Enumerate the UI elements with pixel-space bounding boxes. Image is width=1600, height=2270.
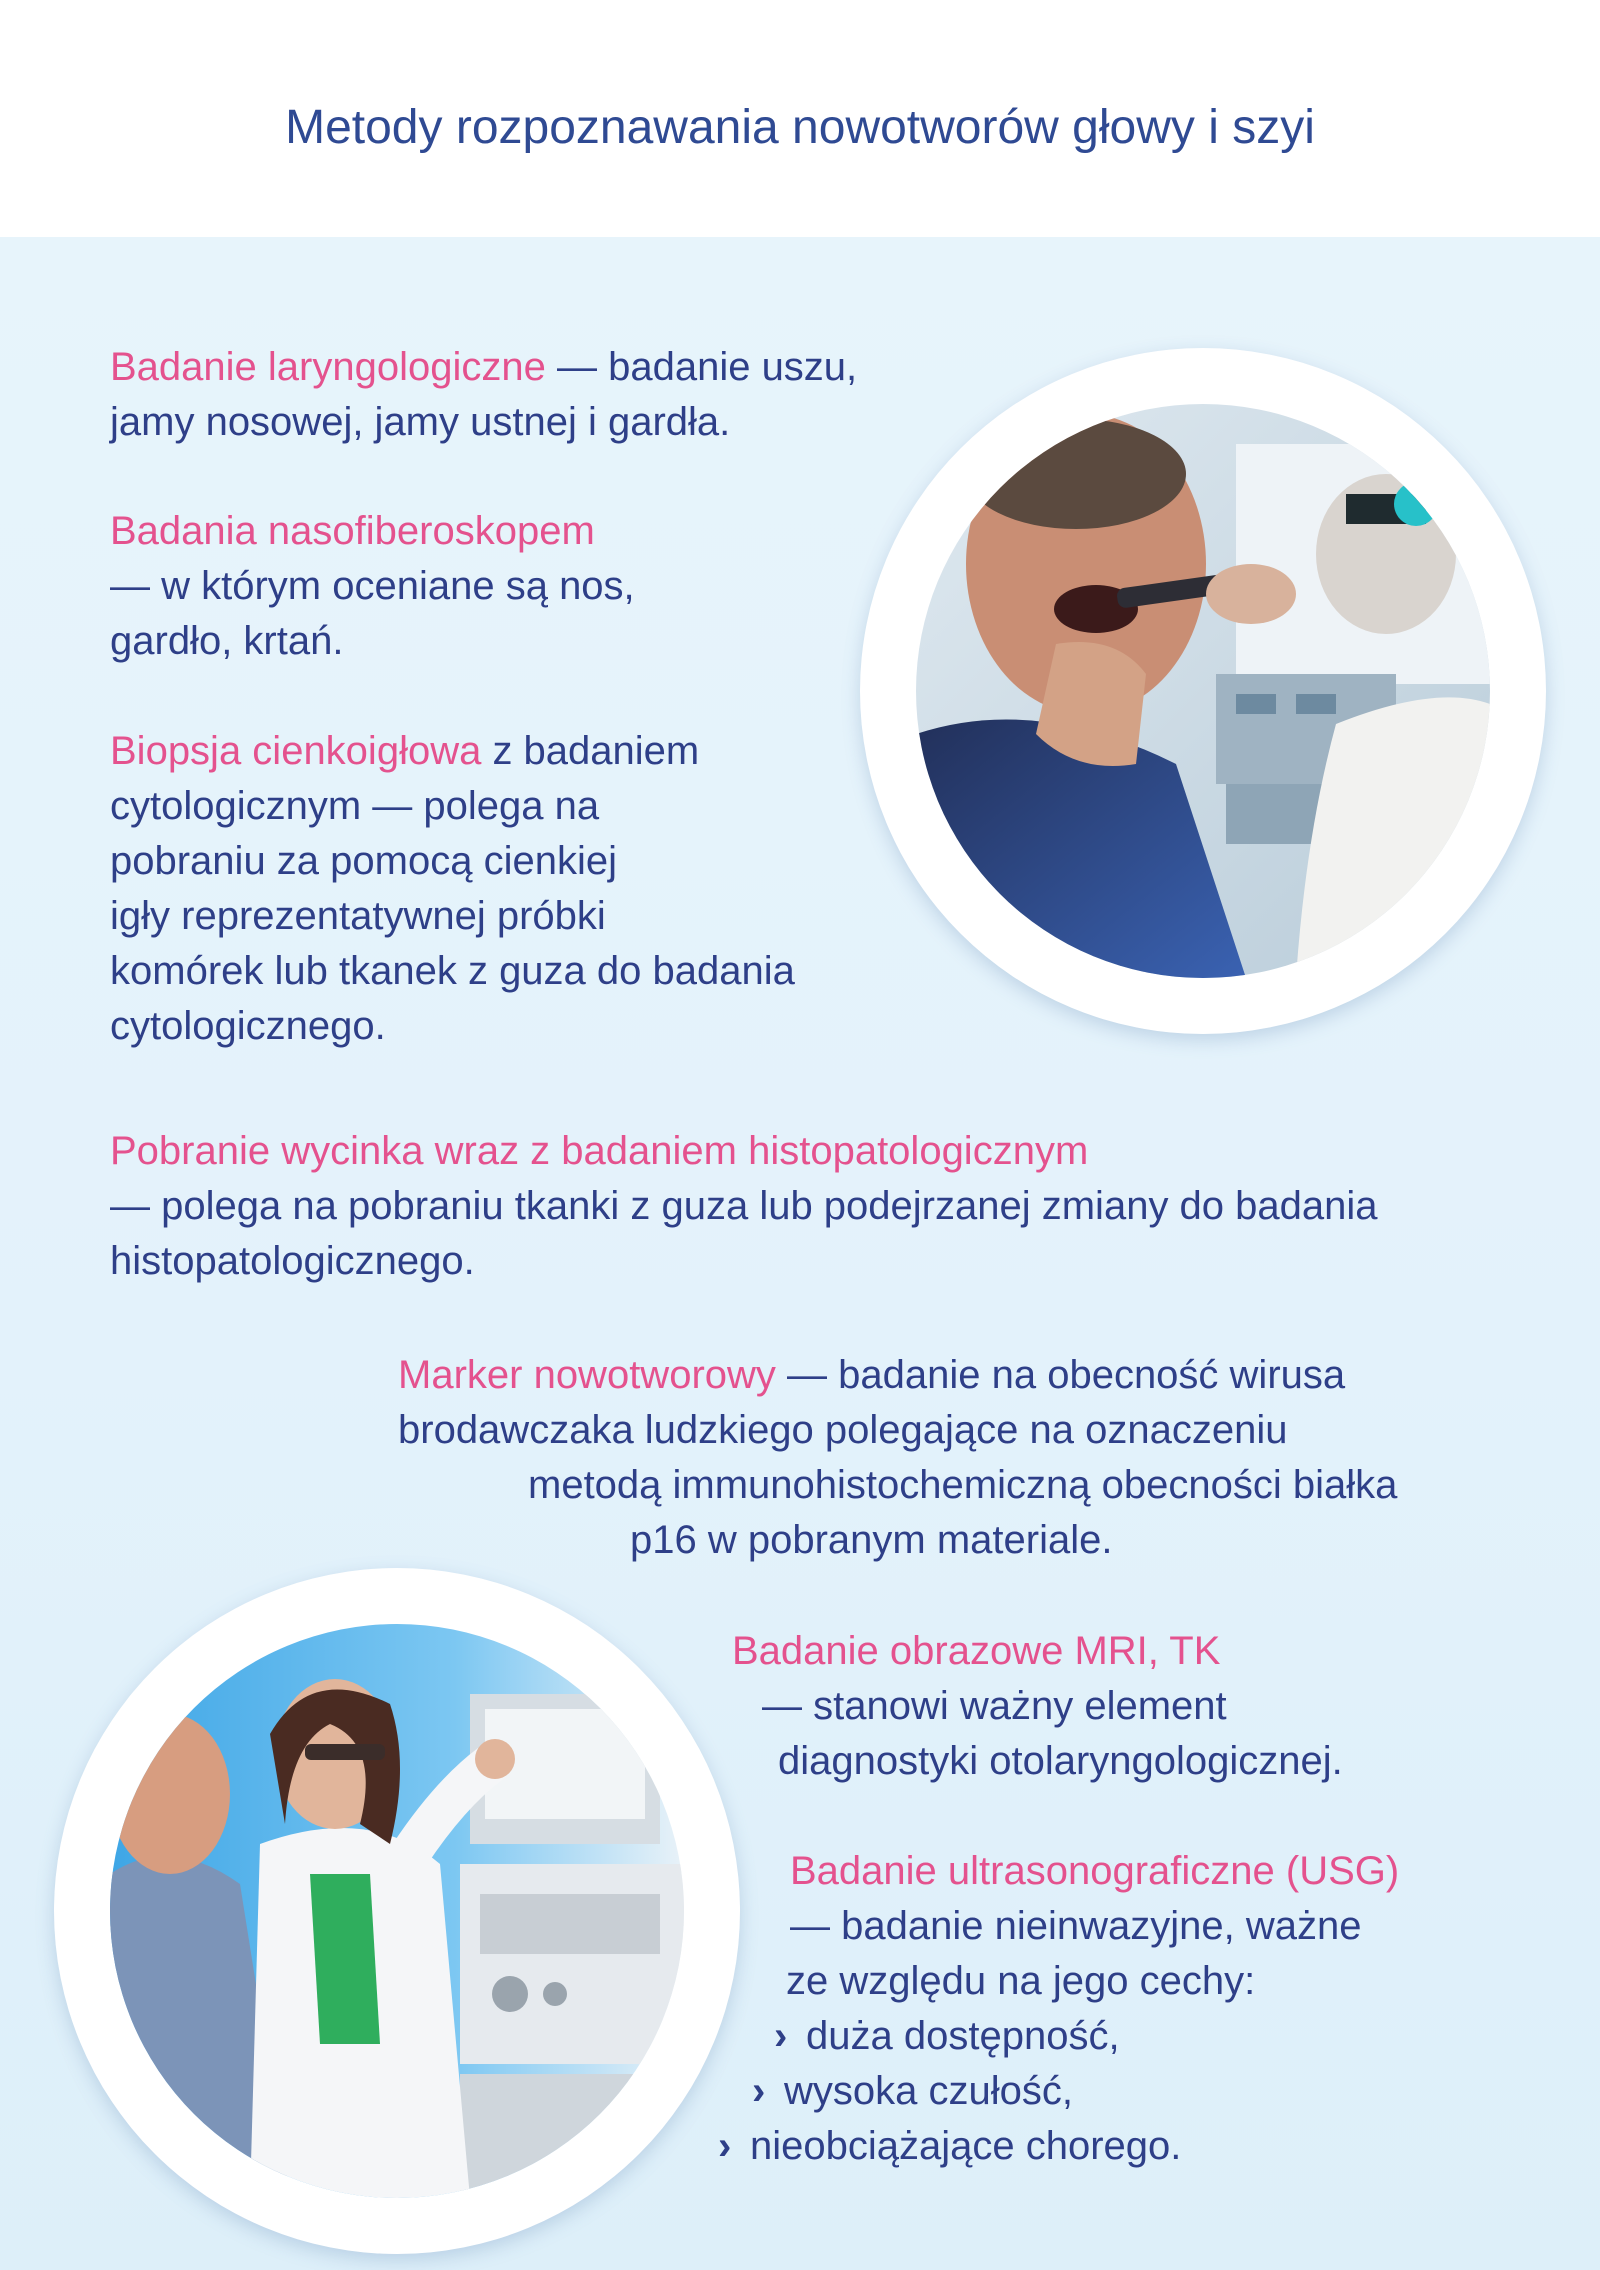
section-laryngology bbox=[110, 340, 857, 450]
section-text: p16 w pobranym materiale. bbox=[630, 1518, 1113, 1562]
section-imaging bbox=[732, 1624, 1343, 1789]
section-text: — badanie uszu, bbox=[545, 345, 858, 389]
section-text: — badanie na obecność wirusa bbox=[775, 1353, 1346, 1397]
page-title: Metody rozpoznawania nowotworów głowy i szyi bbox=[285, 101, 1315, 154]
section-text: metodą immunohistochemiczną obecności białka bbox=[528, 1463, 1398, 1507]
section-text: histopatologicznego. bbox=[110, 1239, 475, 1283]
section-text: pobraniu za pomocą cienkiej bbox=[110, 839, 617, 883]
section-text: cytologicznym — polega na bbox=[110, 784, 600, 828]
list-item: › duża dostępność, bbox=[718, 2009, 1399, 2064]
section-text: brodawczaka ludzkiego polegające na oznaczeniu bbox=[398, 1408, 1288, 1452]
lab-scene-image bbox=[110, 1624, 684, 2198]
section-text: z badaniem bbox=[481, 729, 700, 773]
section-heading: Badanie laryngologiczne bbox=[110, 345, 546, 389]
section-nasofiberoscopy bbox=[110, 504, 635, 669]
section-ultrasound bbox=[718, 1844, 1399, 2174]
section-text: igły reprezentatywnej próbki bbox=[110, 894, 606, 938]
section-text: jamy nosowej, jamy ustnej i gardła. bbox=[110, 400, 731, 444]
section-text: — stanowi ważny element bbox=[762, 1684, 1227, 1728]
section-text: diagnostyki otolaryngologicznej. bbox=[778, 1739, 1343, 1783]
bullet-arrow-icon: › bbox=[718, 2124, 732, 2168]
bullet-arrow-icon: › bbox=[752, 2069, 766, 2113]
bullet-arrow-icon: › bbox=[774, 2014, 788, 2058]
section-heading: Badanie obrazowe MRI, TK bbox=[732, 1629, 1221, 1673]
section-heading: Biopsja cienkoigłowa bbox=[110, 729, 482, 773]
section-fine-needle-biopsy bbox=[110, 724, 795, 1054]
laryngology-exam-photo bbox=[860, 348, 1546, 1034]
section-heading: Pobranie wycinka wraz z badaniem histopatologicznym bbox=[110, 1129, 1089, 1173]
section-text: — polega na pobraniu tkanki z guza lub podejrzanej zmiany do badania bbox=[110, 1184, 1378, 1228]
endoscopy-lab-photo bbox=[54, 1568, 740, 2254]
section-heading: Badanie ultrasonograficzne (USG) bbox=[790, 1849, 1400, 1893]
list-item: › wysoka czułość, bbox=[718, 2064, 1399, 2119]
section-tumor-marker bbox=[398, 1348, 1397, 1568]
section-heading: Badania nasofiberoskopem bbox=[110, 509, 595, 553]
exam-scene-image bbox=[916, 404, 1490, 978]
list-item: › nieobciążające chorego. bbox=[718, 2119, 1399, 2174]
section-text: komórek lub tkanek z guza do badania bbox=[110, 949, 795, 993]
section-text: — badanie nieinwazyjne, ważne bbox=[790, 1904, 1362, 1948]
section-text: ze względu na jego cechy: bbox=[786, 1959, 1256, 2003]
section-text: — w którym oceniane są nos, bbox=[110, 564, 635, 608]
section-text: cytologicznego. bbox=[110, 1004, 386, 1048]
section-histopathology bbox=[110, 1124, 1378, 1289]
section-text: gardło, krtań. bbox=[110, 619, 344, 663]
header bbox=[0, 0, 1600, 237]
section-heading: Marker nowotworowy bbox=[398, 1353, 776, 1397]
